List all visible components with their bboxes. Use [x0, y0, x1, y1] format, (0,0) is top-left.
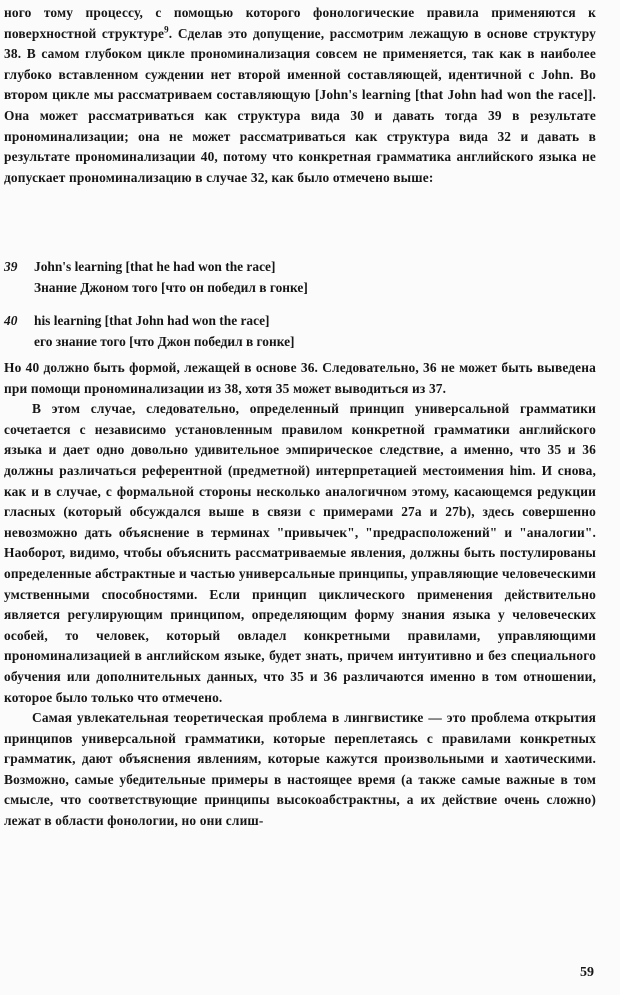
text-block-top [4, 3, 596, 188]
text-block-bottom [4, 358, 596, 832]
footnote-marker: 9 [164, 24, 169, 35]
paragraph-3-text: В этом случае, следовательно, определенный принцип универсальной грамматики сочетается с независимо установленным правилом конкретной грамматики английского языка и дает одно довольно удивительное эмпирическое следствие, а именно, что 35 и 36 должны различаться референтной (предметной) интерпретацией местоимения him. И снова, как и в случае, с формальной стороны несколько аналогичном этому, касающемся редукции гласных (который обсуждался выше в связи с примерами 27a и 27b), здесь совершенно невозможно дать объяснение в терминах "привычек", "предрасположений" и "аналогии". Наоборот, видимо, чтобы объяснить рассматриваемые явления, должны быть постулированы определенные абстрактные и частью универсальные принципы, управляющие человеческими умственными способностями. Если принцип циклического применения действительно является регулирующим принципом, определяющим форму знания языка у человеческих особей, то человек, который овладел конкретными правилами, управляющими прономинализацией в английском языке, будет знать, причем интуитивно и без специального обучения или дополнительных данных, что 35 и 36 различаются именно в том отношении, которое было только что отмечено. [4, 401, 596, 705]
example-russian: его знание того [что Джон победил в гонке] [34, 333, 295, 349]
paragraph-2-text: Но 40 должно быть формой, лежащей в основе 36. Следовательно, 36 не может быть выведена при помощи прономинализации из 38, хотя 35 может выводиться из 37. [4, 360, 596, 396]
paragraph-1 [4, 3, 596, 188]
example-lines [34, 257, 308, 298]
example-lines [34, 311, 295, 352]
example-russian: Знание Джоном того [что он победил в гонке] [34, 279, 308, 295]
example-number: 39 [4, 259, 18, 274]
paragraph-3 [4, 399, 596, 708]
paragraph-4-text: Самая увлекательная теоретическая проблема в лингвистике — это проблема открытия принципов универсальной грамматики, которые переплетаясь с правилами конкретных грамматик, дают объяснения явлениям, которые кажутся произвольными и хаотическими. Возможно, самые убедительные примеры в настоящее время (а также самые важные в том смысле, что соответствующие принципы высокоабстрактны, а их действие очень сложно) лежат в области фонологии, но они слиш- [4, 710, 596, 829]
example-english: his learning [that John had won the race] [34, 313, 270, 328]
paragraph-2 [4, 358, 596, 399]
page-number: 59 [580, 965, 594, 980]
paragraph-4 [4, 708, 596, 832]
example-english: John's learning [that he had won the race] [34, 259, 276, 274]
example-number: 40 [4, 313, 18, 328]
paragraph-1-text: ного тому процессу, с помощью которого фонологические правила применяются к поверхностной структуре$^9$. Сделав это допущение, рассмотрим лежащую в основе структуру 38. В самом глубоком цикле прономинализация совсем не применяется, так как в наиболее глубоко вставленном суждении нет второй именной составляющей, идентичной с John. Во втором цикле мы рассматриваем составляющую [John's learning [that John had won the race]]. Она может рассматриваться как структура вида 30 и давать тогда 39 в результате прономинализации; она не может рассматриваться как структура вида 32 и давать в результате прономинализации 40, потому что конкретная грамматика английского языка не допускает прономинализацию в случае 32, как было отмечено выше: [4, 5, 597, 185]
